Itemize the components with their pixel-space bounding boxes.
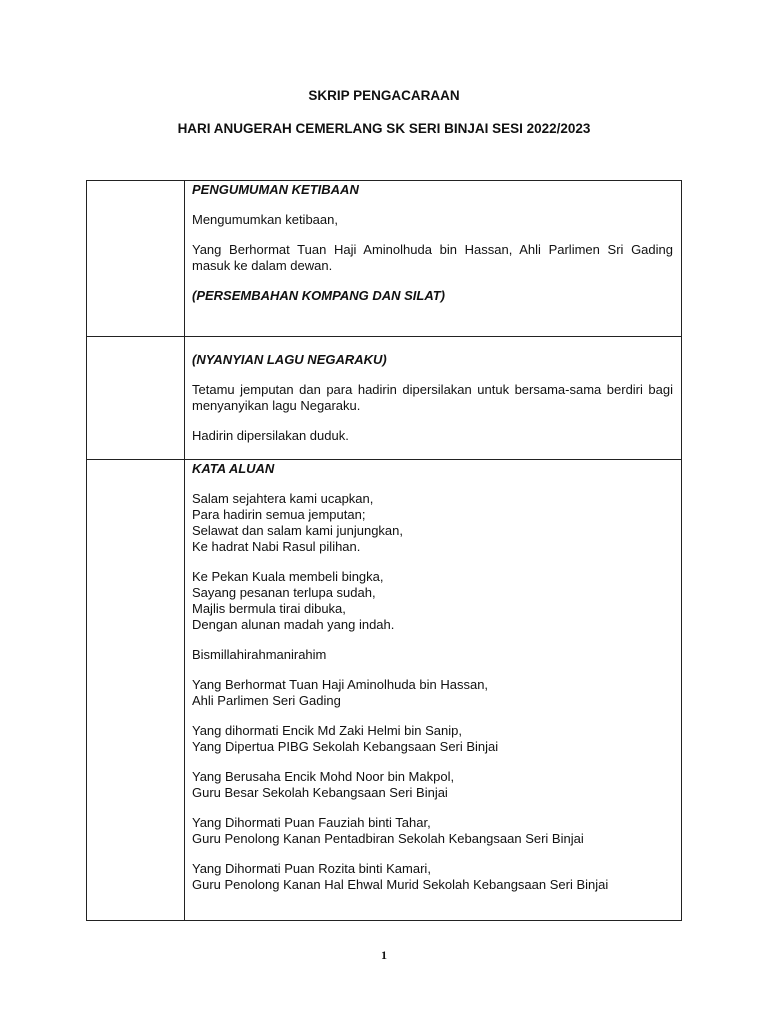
greeting-title: Guru Penolong Kanan Pentadbiran Sekolah Kebangsaan Seri Binjai (192, 831, 584, 846)
greeting (192, 677, 673, 709)
pantun-line: Dengan alunan madah yang indah. (192, 617, 395, 632)
pantun-line: Ke hadrat Nabi Rasul pilihan. (192, 539, 361, 554)
row-content-cell (185, 337, 682, 460)
document-subtitle: HARI ANUGERAH CEMERLANG SK SERI BINJAI SESI 2022/2023 (177, 121, 591, 136)
section-heading: KATA ALUAN (192, 461, 275, 476)
pantun-line: Selawat dan salam kami junjungkan, (192, 523, 404, 538)
greeting-name: Yang dihormati Encik Md Zaki Helmi bin Sanip, (192, 723, 462, 738)
greeting (192, 861, 673, 893)
row-label-cell (87, 460, 185, 921)
paragraph: Tetamu jemputan dan para hadirin dipersilakan untuk bersama-sama berdiri bagi menyanyikan lagu Negaraku. (192, 382, 673, 413)
pantun-line: Ke Pekan Kuala membeli bingka, (192, 569, 384, 584)
row-label-cell (87, 337, 185, 460)
greeting-title: Guru Besar Sekolah Kebangsaan Seri Binjai (192, 785, 448, 800)
page-number: 1 (381, 948, 387, 962)
performance-note: (PERSEMBAHAN KOMPANG DAN SILAT) (192, 288, 446, 303)
greeting-title: Ahli Parlimen Seri Gading (192, 693, 341, 708)
pantun-line: Majlis bermula tirai dibuka, (192, 601, 346, 616)
pantun-line: Para hadirin semua jemputan; (192, 507, 366, 522)
table-row (87, 337, 682, 460)
row-label-cell (87, 181, 185, 337)
greeting-name: Yang Berhormat Tuan Haji Aminolhuda bin Hassan, (192, 677, 489, 692)
pantun-verse (192, 569, 673, 633)
section-heading: (NYANYIAN LAGU NEGARAKU) (192, 352, 387, 367)
document-title: SKRIP PENGACARAAN (308, 88, 460, 103)
basmalah: Bismillahirahmanirahim (192, 647, 327, 662)
greeting-title: Guru Penolong Kanan Hal Ehwal Murid Sekolah Kebangsaan Seri Binjai (192, 877, 609, 892)
table-row (87, 181, 682, 337)
pantun-line: Sayang pesanan terlupa sudah, (192, 585, 376, 600)
row-content-cell (185, 181, 682, 337)
greeting (192, 815, 673, 847)
script-table (86, 180, 682, 921)
greeting-name: Yang Dihormati Puan Rozita binti Kamari, (192, 861, 431, 876)
greeting-name: Yang Dihormati Puan Fauziah binti Tahar, (192, 815, 431, 830)
paragraph: Mengumumkan ketibaan, (192, 212, 338, 227)
greeting (192, 769, 673, 801)
table-row (87, 460, 682, 921)
section-heading: PENGUMUMAN KETIBAAN (192, 182, 359, 197)
pantun-line: Salam sejahtera kami ucapkan, (192, 491, 374, 506)
row-content-cell (185, 460, 682, 921)
greeting-title: Yang Dipertua PIBG Sekolah Kebangsaan Seri Binjai (192, 739, 499, 754)
pantun-verse (192, 491, 673, 555)
paragraph: Yang Berhormat Tuan Haji Aminolhuda bin Hassan, Ahli Parlimen Sri Gading masuk ke dalam dewan. (192, 242, 673, 273)
greeting-name: Yang Berusaha Encik Mohd Noor bin Makpol, (192, 769, 455, 784)
greeting (192, 723, 673, 755)
paragraph: Hadirin dipersilakan duduk. (192, 428, 349, 443)
